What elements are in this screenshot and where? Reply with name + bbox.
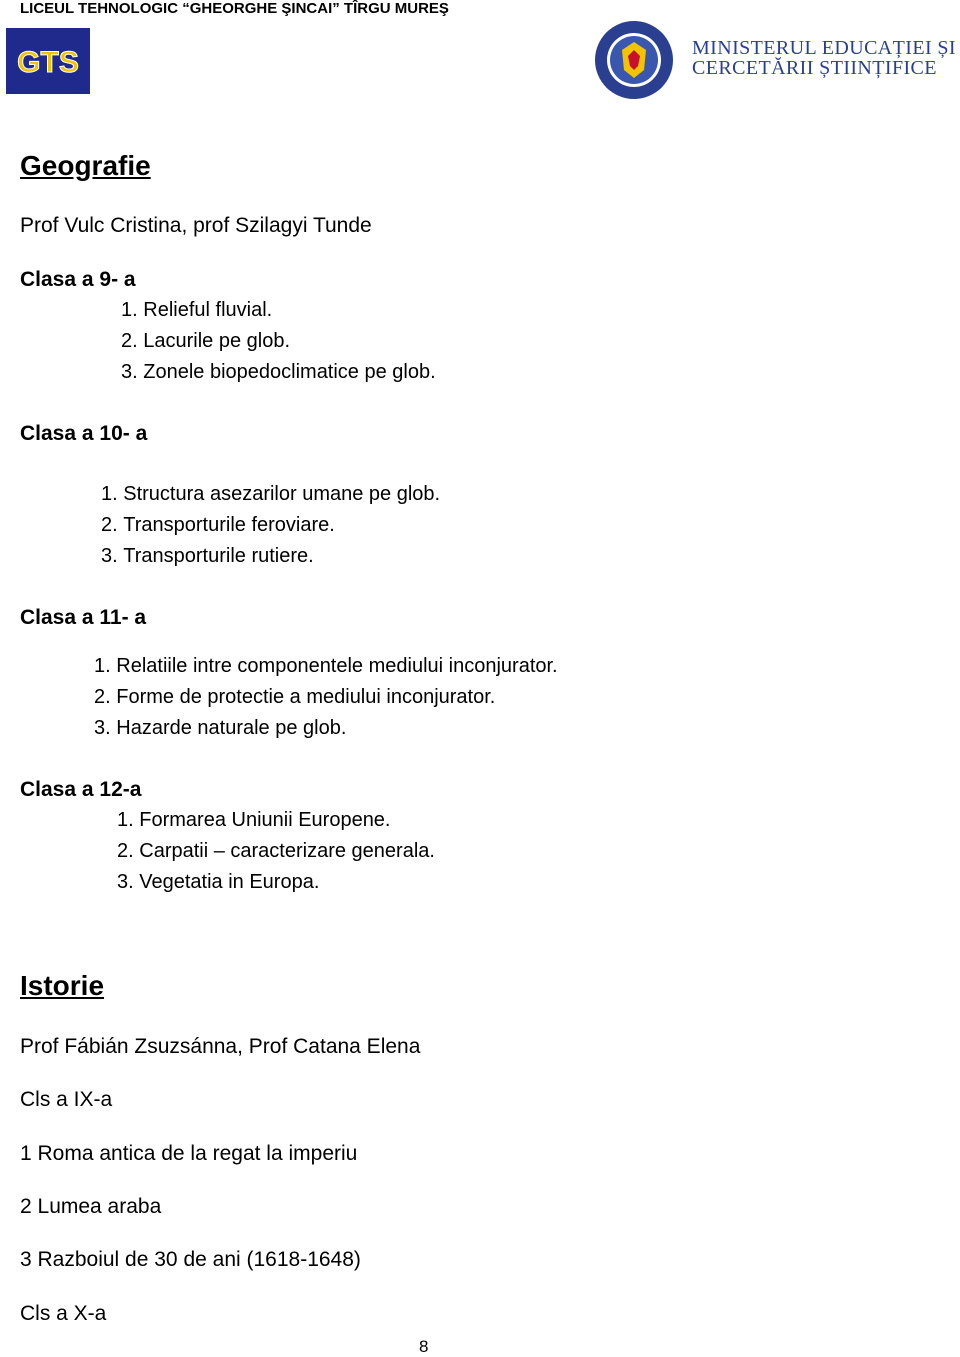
government-emblem-icon <box>594 20 674 100</box>
page-number: 8 <box>419 1337 429 1356</box>
class-label: Cls a IX-a <box>20 1088 113 1111</box>
list-item: 2. Lacurile pe glob. <box>121 330 291 352</box>
ministry-line-2: CERCETĂRII ȘTIINȚIFICE <box>692 57 937 79</box>
list-item: 1. Relatiile intre componentele mediului inconjurator. <box>94 655 558 677</box>
ministry-line-1: MINISTERUL EDUCAȚIEI ȘI <box>692 37 956 59</box>
list-item: 1 Roma antica de la regat la imperiu <box>20 1142 358 1165</box>
list-item: 3 Razboiul de 30 de ani (1618-1648) <box>20 1248 361 1271</box>
list-item: 3. Hazarde naturale pe glob. <box>94 717 347 739</box>
ministry-logo-text <box>692 38 956 78</box>
list-item: 3. Vegetatia in Europa. <box>117 871 320 893</box>
svg-text:GTS: GTS <box>17 46 79 79</box>
list-item: 1. Relieful fluvial. <box>121 299 273 321</box>
geografie-teachers: Prof Vulc Cristina, prof Szilagyi Tunde <box>20 214 372 237</box>
class-label: Clasa a 12-a <box>20 778 142 801</box>
class-label: Clasa a 10- a <box>20 422 148 445</box>
list-item: 3. Transporturile rutiere. <box>101 545 314 567</box>
list-item: 1. Formarea Uniunii Europene. <box>117 809 391 831</box>
istorie-teachers: Prof Fábián Zsuzsánna, Prof Catana Elena <box>20 1035 421 1058</box>
section-title-istorie: Istorie <box>20 970 105 1001</box>
class-label: Clasa a 9- a <box>20 268 136 291</box>
class-label: Cls a X-a <box>20 1302 107 1325</box>
list-item: 2. Carpatii – caracterizare generala. <box>117 840 435 862</box>
section-title-geografie: Geografie <box>20 150 151 181</box>
list-item: 1. Structura asezarilor umane pe glob. <box>101 483 441 505</box>
list-item: 2 Lumea araba <box>20 1195 162 1218</box>
school-logo <box>6 28 90 94</box>
list-item: 2. Transporturile feroviare. <box>101 514 335 536</box>
class-label: Clasa a 11- a <box>20 606 147 629</box>
list-item: 3. Zonele biopedoclimatice pe glob. <box>121 361 436 383</box>
school-name: LICEUL TEHNOLOGIC “GHEORGHE ŞINCAI” TÎRGU MUREŞ <box>20 0 449 17</box>
list-item: 2. Forme de protectie a mediului inconjurator. <box>94 686 496 708</box>
